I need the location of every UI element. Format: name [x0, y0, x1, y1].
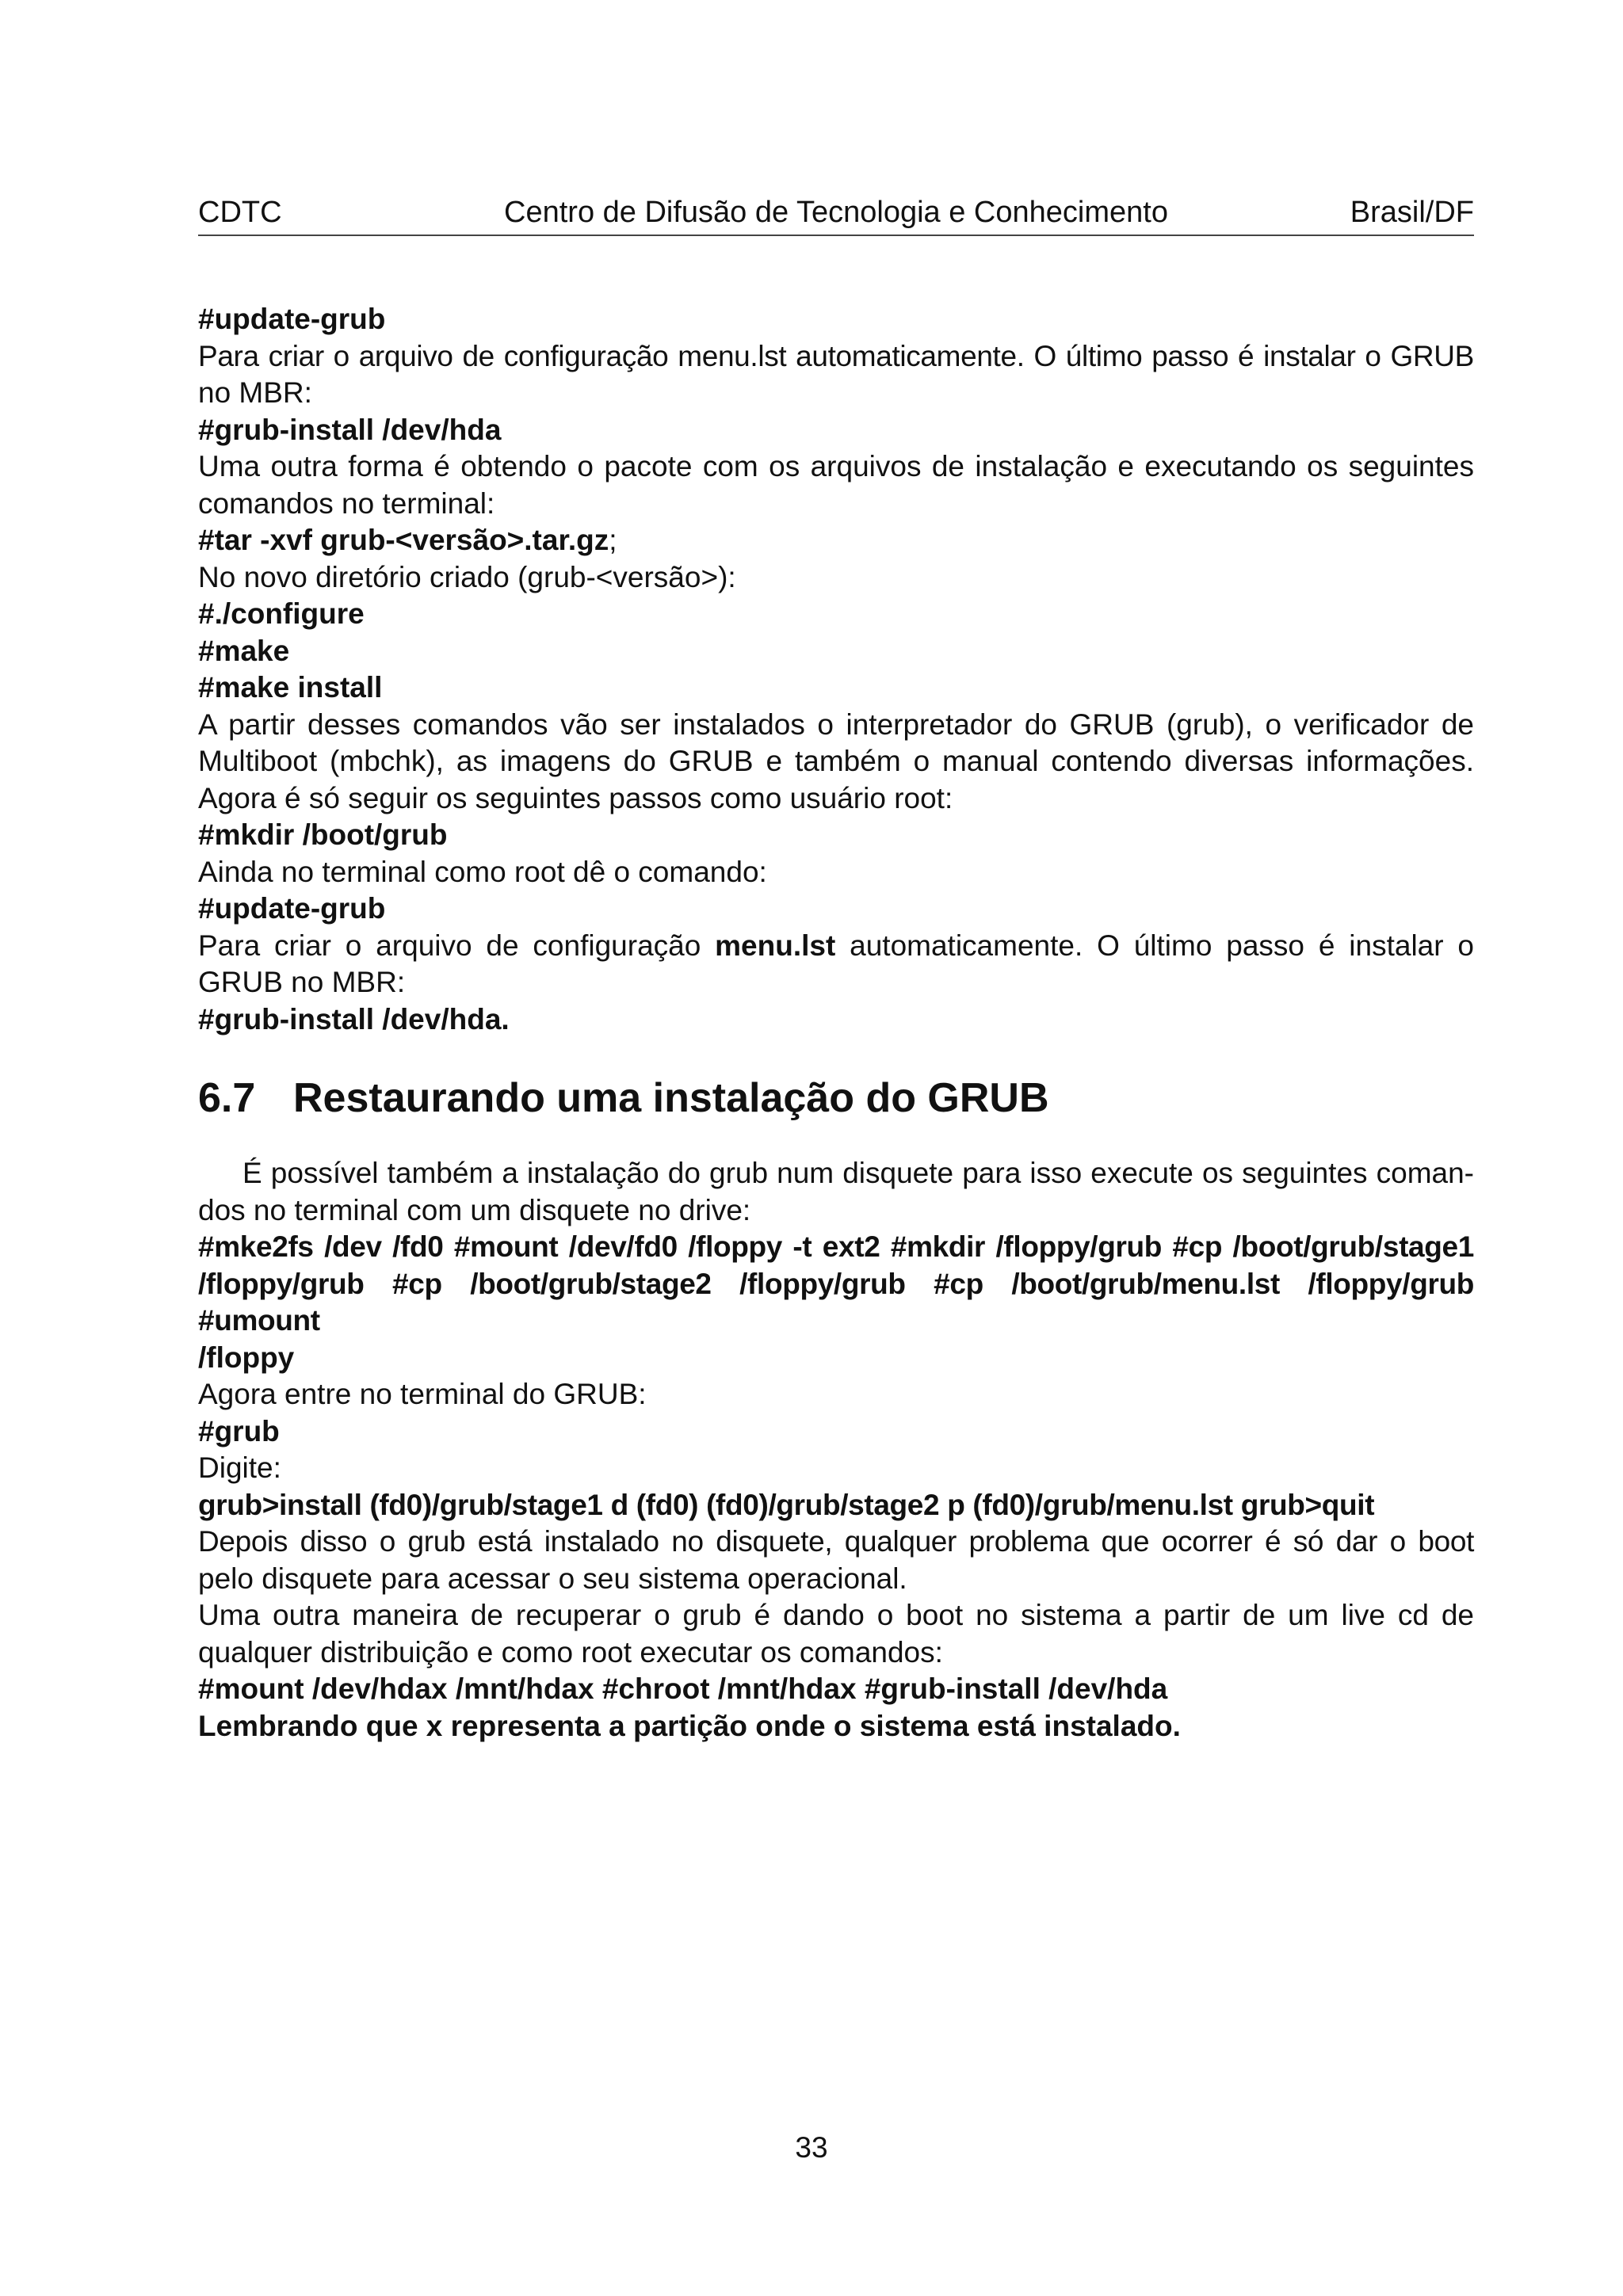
- command-line: #update-grub: [198, 892, 386, 925]
- text-line: Lembrando que x representa a partição onde o sistema está instalado.: [198, 1709, 1181, 1742]
- command-line: #make install: [198, 671, 383, 704]
- command-suffix: ;: [609, 524, 617, 556]
- text-line: pelo disquete para acessar o seu sistema operacional.: [198, 1562, 907, 1595]
- text-line: Digite:: [198, 1451, 281, 1484]
- section-title: Restaurando uma instalação do GRUB: [293, 1075, 1049, 1121]
- section-heading: [198, 1073, 1474, 1123]
- page-number: 33: [795, 2131, 828, 2164]
- header-left-text: CDTC: [198, 196, 282, 229]
- text-line: Para criar o arquivo de configuração menu.lst automaticamente. O último passo é instalar o GRUB: [198, 339, 1474, 372]
- text-line: dos no terminal com um disquete no drive:: [198, 1193, 751, 1226]
- command-line: #make: [198, 634, 290, 667]
- text-line: Agora é só seguir os seguintes passos como usuário root:: [198, 781, 953, 814]
- command-line: #./configure: [198, 597, 365, 630]
- command-line: [198, 522, 1474, 559]
- text-line: Uma outra maneira de recuperar o grub é dando o boot no sistema a partir de um live cd de: [198, 1599, 1474, 1631]
- text-segment: automaticamente. O último passo é instalar o: [835, 929, 1474, 962]
- text-line: Ainda no terminal como root dê o comando:: [198, 855, 767, 888]
- text-line: qualquer distribuição e como root executar os comandos:: [198, 1635, 943, 1669]
- command-line: /floppy/grub #cp /boot/grub/stage2 /floppy/grub #cp /boot/grub/menu.lst /floppy/grub #umount: [198, 1267, 1474, 1337]
- text-line: Agora entre no terminal do GRUB:: [198, 1378, 647, 1410]
- command-line: #update-grub: [198, 303, 386, 335]
- section-number: 6.7: [198, 1075, 256, 1121]
- command-line: grub>install (fd0)/grub/stage1 d (fd0) (fd0)/grub/stage2 p (fd0)/grub/menu.lst grub>quit: [198, 1488, 1375, 1521]
- command-line: #mkdir /boot/grub: [198, 818, 448, 851]
- text-line: Uma outra forma é obtendo o pacote com os arquivos de instalação e executando os seguintes: [198, 450, 1474, 482]
- text-segment: Para criar o arquivo de configuração: [198, 929, 716, 962]
- command-line: #mount /dev/hdax /mnt/hdax #chroot /mnt/hdax #grub-install /dev/hda: [198, 1672, 1168, 1705]
- text-line: comandos no terminal:: [198, 486, 495, 520]
- page-body: [198, 301, 1474, 1745]
- header-right-text: Brasil/DF: [1350, 196, 1474, 229]
- text-line: GRUB no MBR:: [198, 966, 406, 998]
- command-line: /floppy: [198, 1341, 295, 1374]
- text-line: No novo diretório criado (grub-<versão>):: [198, 560, 736, 593]
- text-line: Multiboot (mbchk), as imagens do GRUB e também o manual contendo diversas informações.: [198, 745, 1474, 777]
- command-line: #grub-install /dev/hda.: [198, 1002, 510, 1035]
- text-line: É possível também a instalação do grub num disquete para isso execute os seguintes coman-: [242, 1157, 1474, 1189]
- page-header: [198, 190, 1474, 236]
- command-line: #grub: [198, 1414, 280, 1447]
- header-center-text: Centro de Difusão de Tecnologia e Conhecimento: [504, 196, 1168, 229]
- command-line: #grub-install /dev/hda: [198, 413, 502, 446]
- text-line: A partir desses comandos vão ser instalados o interpretador do GRUB (grub), o verificador de: [198, 707, 1474, 741]
- text-line: [198, 928, 1474, 965]
- filename-text: menu.lst: [715, 929, 836, 962]
- text-line: Depois disso o grub está instalado no disquete, qualquer problema que ocorrer é só dar o boot: [198, 1525, 1474, 1558]
- command-text: #tar -xvf grub-<versão>.tar.gz: [198, 524, 609, 556]
- command-line: #mke2fs /dev /fd0 #mount /dev/fd0 /floppy -t ext2 #mkdir /floppy/grub #cp /boot/grub/stage1: [198, 1230, 1474, 1263]
- text-line: no MBR:: [198, 376, 312, 409]
